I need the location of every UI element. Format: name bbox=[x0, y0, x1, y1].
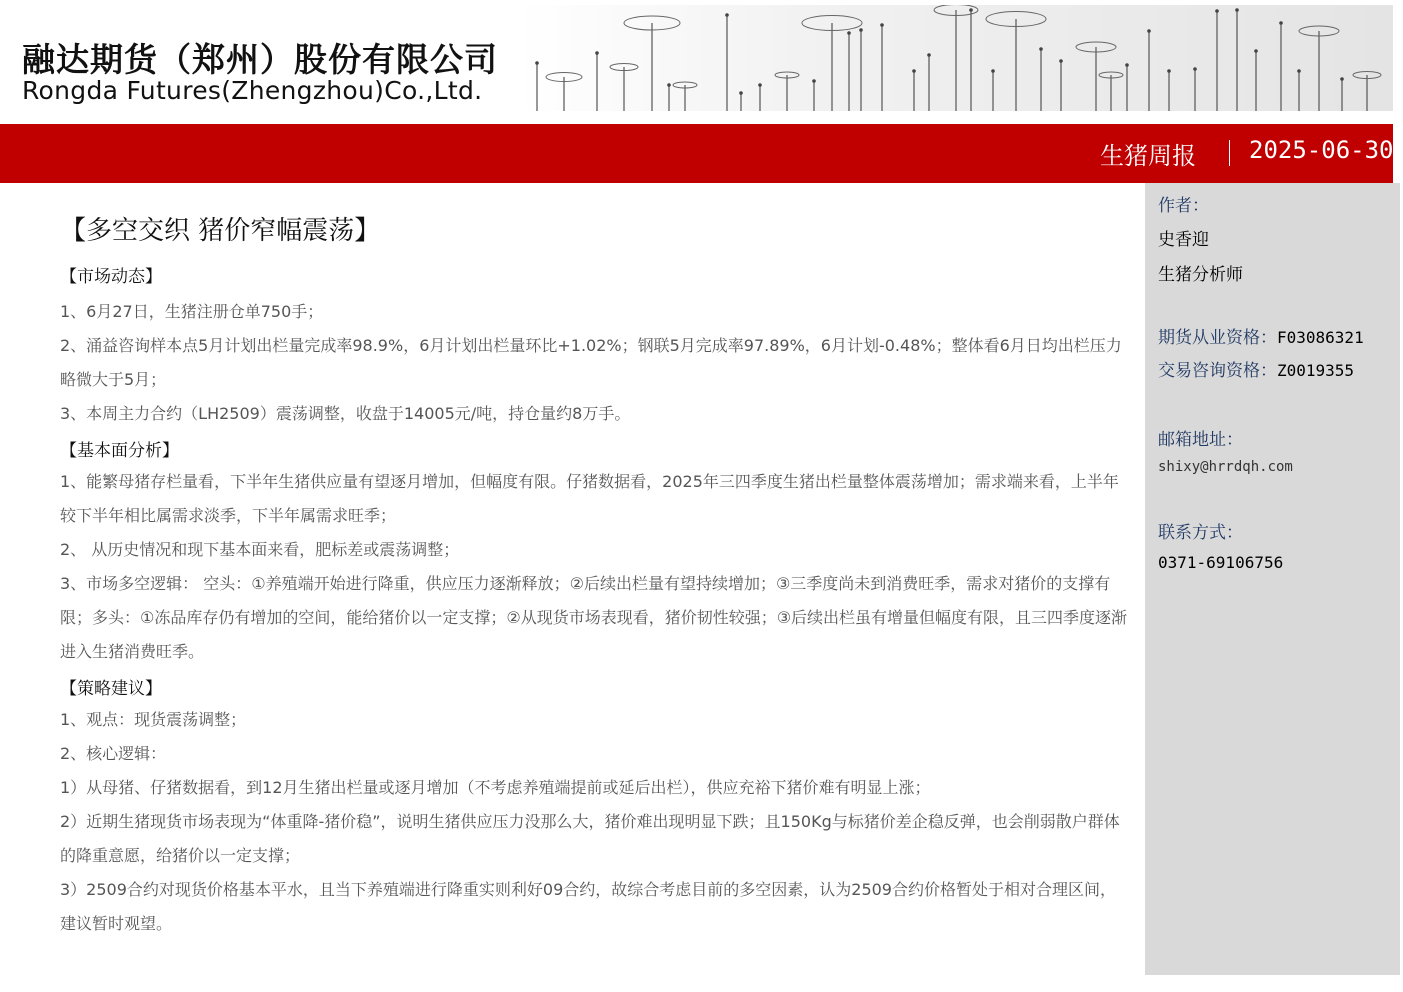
company-name-cn: 融达期货（郑州）股份有限公司 bbox=[22, 40, 498, 79]
title-bar-divider bbox=[1229, 140, 1230, 166]
strategy-paragraph-4: 2）近期生猪现货市场表现为“体重降-猪价稳”，说明生猪供应压力没那么大，猪价难出现明显下跌；且150Kg与标猪价差企稳反弹，也会削弱散户群体的降重意愿，给猪价以一定支撑； bbox=[60, 812, 1120, 865]
banner-decoration bbox=[519, 5, 1393, 111]
consulting-qualification-label: 交易咨询资格： bbox=[1158, 361, 1277, 381]
email-address[interactable]: shixy@hrrdqh.com bbox=[1158, 459, 1293, 475]
email-label: 邮箱地址： bbox=[1158, 430, 1243, 450]
strategy-paragraph-5: 3）2509合约对现货价格基本平水，且当下养殖端进行降重实则利好09合约，故综合考虑目前的多空因素，认为2509合约价格暂处于相对合理区间，建议暂时观望。 bbox=[60, 880, 1116, 933]
fundamentals-paragraph-3: 3、市场多空逻辑： 空头：①养殖端开始进行降重，供应压力逐渐释放；②后续出栏量有望持续增加；③三季度尚未到消费旺季，需求对猪价的支撑有限；多头：①冻品库存仍有增加的空间，能给猪价以一定支撑；②从现货市场表现看，猪价韧性较强；③后续出栏虽有增量但幅度有限，且三四季度逐渐进入生猪消费旺季。 bbox=[60, 574, 1128, 661]
market-paragraph-2: 2、涌益咨询样本点5月计划出栏量完成率98.9%，6月计划出栏量环比+1.02%；钢联5月完成率97.89%，6月计划-0.48%；整体看6月日均出栏压力略微大于5月； bbox=[60, 336, 1122, 389]
market-paragraph-1: 1、6月27日，生猪注册仓单750手； bbox=[60, 302, 324, 321]
report-title-bar bbox=[0, 124, 1393, 183]
consulting-qualification-value: Z0019355 bbox=[1277, 361, 1355, 380]
contact-label: 联系方式： bbox=[1158, 523, 1243, 543]
fundamentals-paragraph-1: 1、能繁母猪存栏量看，下半年生猪供应量有望逐月增加，但幅度有限。仔猪数据看，2025年三四季度生猪出栏量整体震荡增加；需求端来看，上半年较下半年相比属需求淡季，下半年属需求旺季； bbox=[60, 472, 1119, 525]
strategy-paragraph-2: 2、核心逻辑： bbox=[60, 744, 167, 763]
contact-phone: 0371-69106756 bbox=[1158, 553, 1284, 572]
company-name-en: Rongda Futures(Zhengzhou)Co.,Ltd. bbox=[22, 76, 483, 105]
section-heading-fundamentals: 【基本面分析】 bbox=[60, 441, 179, 461]
author-label: 作者： bbox=[1158, 196, 1209, 216]
futures-qualification bbox=[1158, 323, 1364, 348]
strategy-paragraph-3: 1）从母猪、仔猪数据看，到12月生猪出栏量或逐月增加（不考虑养殖端提前或延后出栏），供应充裕下猪价难有明显上涨； bbox=[60, 778, 931, 797]
author-sidebar bbox=[1145, 183, 1400, 975]
section-heading-strategy: 【策略建议】 bbox=[60, 679, 162, 699]
fundamentals-paragraph-2: 2、 从历史情况和现下基本面来看，肥标差或震荡调整； bbox=[60, 540, 460, 559]
strategy-paragraph-1: 1、观点：现货震荡调整； bbox=[60, 710, 247, 729]
futures-qualification-label: 期货从业资格： bbox=[1158, 328, 1277, 348]
author-name: 史香迎 bbox=[1158, 230, 1209, 250]
report-date: 2025-06-30 bbox=[1249, 136, 1394, 164]
section-heading-market: 【市场动态】 bbox=[60, 267, 162, 287]
consulting-qualification bbox=[1158, 356, 1354, 381]
futures-qualification-value: F03086321 bbox=[1277, 328, 1364, 347]
author-title: 生猪分析师 bbox=[1158, 265, 1243, 285]
report-type: 生猪周报 bbox=[1100, 142, 1196, 170]
market-paragraph-3: 3、本周主力合约（LH2509）震荡调整，收盘于14005元/吨，持仓量约8万手。 bbox=[60, 404, 631, 423]
banner-pole-graphic bbox=[519, 5, 1393, 111]
report-headline: 【多空交织 猪价窄幅震荡】 bbox=[60, 216, 381, 246]
